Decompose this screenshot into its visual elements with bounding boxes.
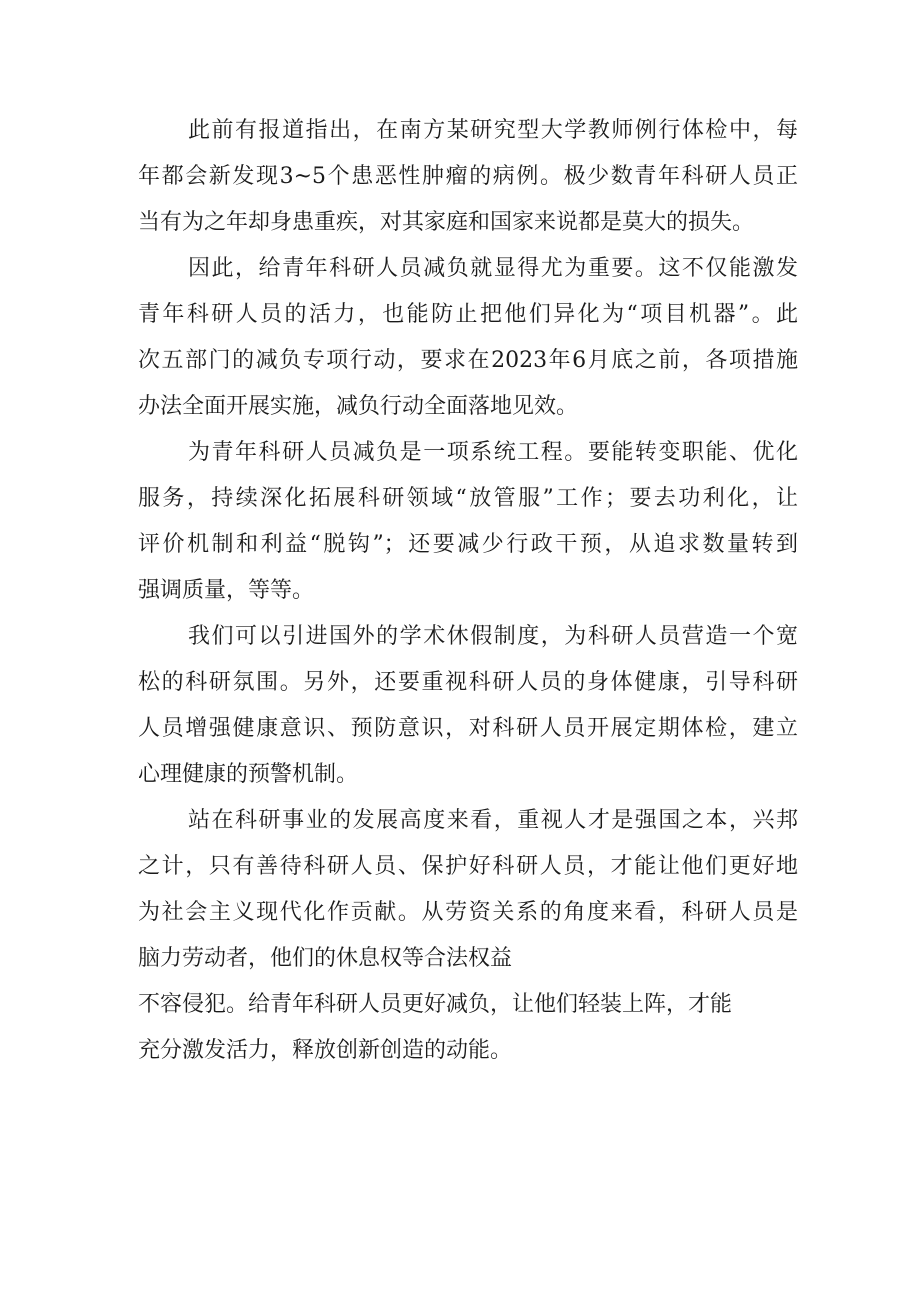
paragraph-3-line-2: 服务，持续深化拓展科研领域“放管服”工作；要去功利化，让 <box>138 486 798 511</box>
paragraph-4-line-2: 松的科研氛围。另外，还要重视科研人员的身体健康，引导科研 <box>138 670 798 695</box>
paragraph-3-line-3: 评价机制和利益“脱钩”；还要减少行政干预，从追求数量转到 <box>138 532 798 557</box>
paragraph-5-line-2: 之计，只有善待科研人员、保护好科研人员，才能让他们更好地 <box>138 854 798 879</box>
paragraph-4-line-3: 人员增强健康意识、预防意识，对科研人员开展定期体检，建立 <box>138 716 798 741</box>
paragraph-2-line-4: 办法全面开展实施，减负行动全面落地见效。 <box>138 394 579 419</box>
paragraph-5-line-6: 充分激发活力，释放创新创造的动能。 <box>138 1038 513 1063</box>
paragraph-2-line-2: 青年科研人员的活力，也能防止把他们异化为“项目机器”。此 <box>138 302 798 327</box>
paragraph-2-line-3: 次五部门的减负专项行动，要求在2023年6月底之前，各项措施 <box>138 348 798 373</box>
paragraph-3-line-1: 为青年科研人员减负是一项系统工程。要能转变职能、优化 <box>188 440 798 465</box>
paragraph-5-line-4: 脑力劳动者，他们的休息权等合法权益 <box>138 946 513 971</box>
paragraph-5-line-1: 站在科研事业的发展高度来看，重视人才是强国之本，兴邦 <box>188 808 798 833</box>
paragraph-5-line-3: 为社会主义现代化作贡献。从劳资关系的角度来看，科研人员是 <box>138 900 798 925</box>
paragraph-5-line-5: 不容侵犯。给青年科研人员更好减负，让他们轻装上阵，才能 <box>138 992 733 1017</box>
paragraph-1-line-3: 当有为之年却身患重疾，对其家庭和国家来说都是莫大的损失。 <box>138 210 755 235</box>
paragraph-2-line-1: 因此，给青年科研人员减负就显得尤为重要。这不仅能激发 <box>188 256 798 281</box>
paragraph-1-line-2: 年都会新发现3~5个患恶性肿瘤的病例。极少数青年科研人员正 <box>138 164 798 189</box>
paragraph-3-line-4: 强调质量，等等。 <box>138 578 315 603</box>
paragraph-1-line-1: 此前有报道指出，在南方某研究型大学教师例行体检中，每 <box>188 118 798 143</box>
article-body <box>138 108 798 1074</box>
paragraph-4-line-4: 心理健康的预警机制。 <box>138 762 359 787</box>
paragraph-4-line-1: 我们可以引进国外的学术休假制度，为科研人员营造一个宽 <box>188 624 798 649</box>
